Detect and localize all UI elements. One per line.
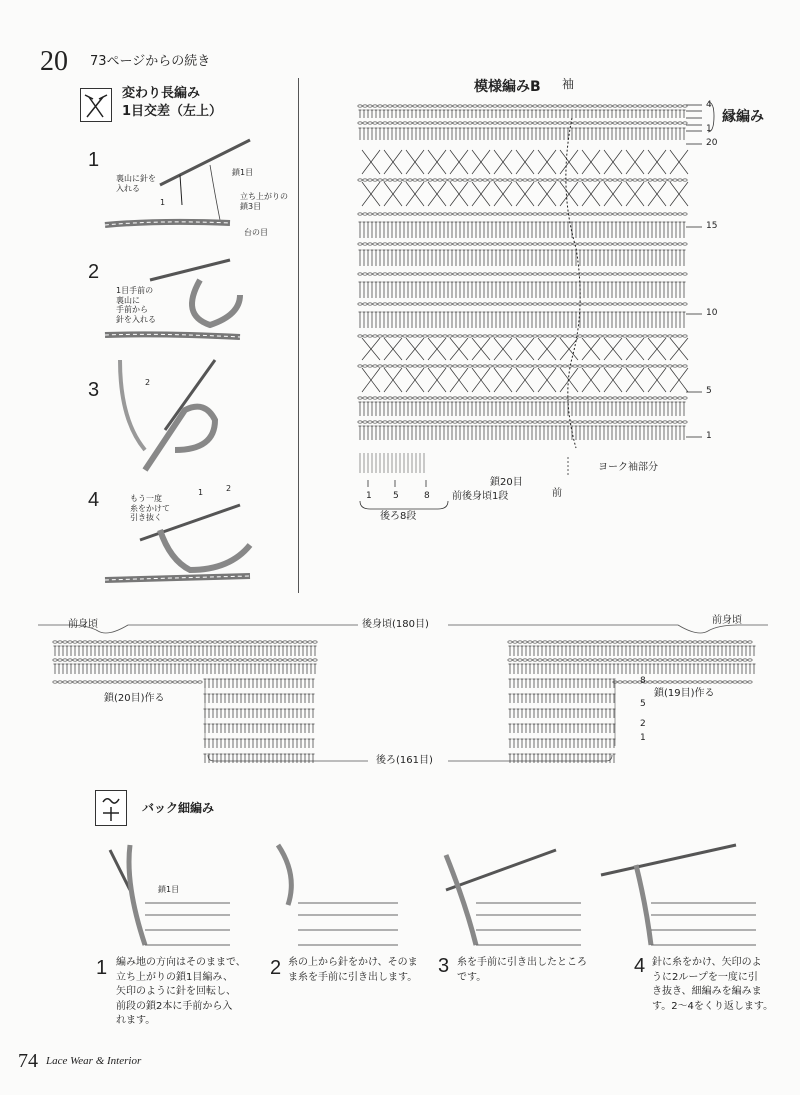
tech4-step-num: 4 bbox=[88, 489, 100, 511]
technique1-title: 変わり長編み bbox=[122, 86, 201, 101]
count-label: 1 bbox=[366, 491, 372, 501]
body-chart bbox=[55, 636, 755, 746]
book-title: Lace Wear & Interior bbox=[46, 1055, 142, 1067]
body-row-marker: 5 bbox=[640, 699, 646, 709]
tech2-step2-illustration bbox=[268, 845, 408, 955]
tech2-step-num: 2 bbox=[88, 261, 100, 283]
tech2-step1-note: 鎖1目 bbox=[158, 885, 180, 894]
chain-right-label: 鎖(19目)作る bbox=[654, 688, 715, 699]
tech2-step-num: 3 bbox=[438, 955, 450, 977]
body-row-marker: 8 bbox=[640, 676, 646, 686]
tech3-step-num: 3 bbox=[88, 379, 100, 401]
technique1-subtitle: 1目交差（左上） bbox=[122, 104, 223, 119]
tech1-step2-illustration bbox=[100, 255, 260, 345]
tech1-step1-label: 裏山に針を 入れる bbox=[116, 174, 156, 193]
tech1-step4-label: 1 bbox=[198, 488, 204, 497]
tech2-step4-illustration bbox=[596, 845, 766, 955]
row-arrows bbox=[686, 98, 716, 458]
pattern-number: 20 bbox=[40, 46, 68, 77]
chain-20-label: 鎖20目 bbox=[490, 477, 523, 488]
tech1-step1-label: 鎖1目 bbox=[232, 168, 254, 177]
count-label: 8 bbox=[424, 491, 430, 501]
left-front-label: 前身頃 bbox=[68, 619, 98, 630]
pattern-b-bottom-marks bbox=[358, 455, 598, 515]
tech1-step4-label: 2 bbox=[226, 484, 232, 493]
tech1-step4-label: もう一度 糸をかけて 引き抜く bbox=[130, 494, 170, 523]
technique2-title: バック細編み bbox=[142, 801, 215, 815]
back-body-label: 後身頃(180目) bbox=[362, 619, 429, 630]
row-marker: 15 bbox=[706, 221, 718, 231]
count-label: 5 bbox=[393, 491, 399, 501]
chain-left-label: 鎖(20目)作る bbox=[104, 693, 165, 704]
tech2-step3-text: 糸を手前に引き出したところ です。 bbox=[457, 957, 587, 983]
tech1-step1-label: 立ち上がりの 鎖3目 bbox=[240, 192, 288, 211]
body-row-marker: 2 bbox=[640, 719, 646, 729]
pattern-b-subtitle: 袖 bbox=[562, 77, 575, 91]
tech2-step-num: 4 bbox=[634, 955, 646, 977]
crossed-dc-symbol-icon bbox=[80, 88, 112, 122]
row-marker: 20 bbox=[706, 138, 718, 148]
tech1-step3-illustration bbox=[115, 360, 235, 480]
page-number: 74 bbox=[18, 1050, 38, 1072]
row-marker: 10 bbox=[706, 308, 718, 318]
yoke-label: ヨーク袖部分 bbox=[598, 462, 658, 473]
tech1-step1-illustration bbox=[100, 135, 260, 235]
tech2-step1-illustration bbox=[100, 845, 240, 955]
tech1-step2-label: 1目手前の 裏山に 手前から 針を入れる bbox=[116, 286, 156, 324]
row-marker: 1 bbox=[706, 431, 712, 441]
row-marker: 5 bbox=[706, 386, 712, 396]
tech2-step1-text: 編み地の方向はそのままで、 立ち上がりの鎖1目編み、 矢印のように針を回転し、 前段の鎖2本に手前から入 れます。 bbox=[116, 957, 246, 1026]
back-bottom-label: 後ろ(161目) bbox=[376, 755, 433, 766]
row-marker: 4 bbox=[706, 100, 712, 110]
row-marker: 1 bbox=[706, 124, 712, 134]
pattern-b-title: 模様編みB bbox=[474, 79, 541, 95]
right-front-label: 前身頃 bbox=[712, 615, 742, 626]
tech1-step-num: 1 bbox=[88, 149, 100, 171]
tech1-step1-label: 台の目 bbox=[244, 228, 268, 237]
tech2-step3-illustration bbox=[436, 845, 586, 955]
continued-note: 73ページからの続き bbox=[90, 54, 211, 69]
tech2-step4-text: 針に糸をかけ、矢印のよ うに2ループを一度に引 き抜き、細編みを編みま す。2～4をくり返します。 bbox=[652, 957, 774, 1012]
column-divider bbox=[298, 78, 299, 593]
back-rows-label: 後ろ8段 bbox=[380, 511, 417, 522]
body-row-marker: 1 bbox=[640, 733, 646, 743]
edge-label: 縁編み bbox=[722, 109, 764, 125]
tech2-step-num: 2 bbox=[270, 957, 282, 979]
front-label: 前 bbox=[552, 488, 562, 499]
tech2-step2-text: 糸の上から針をかけ、そのま ま糸を手前に引き出します。 bbox=[288, 957, 418, 983]
tech2-step-num: 1 bbox=[96, 957, 108, 979]
tech1-step4-illustration bbox=[100, 500, 260, 590]
tech1-step1-label: 1 bbox=[160, 198, 166, 207]
back-sc-symbol-icon bbox=[95, 790, 127, 826]
tech1-step3-label: 2 bbox=[145, 378, 151, 387]
front-back-row-label: 前後身頃1段 bbox=[452, 491, 509, 502]
pattern-b-chart bbox=[358, 98, 688, 458]
